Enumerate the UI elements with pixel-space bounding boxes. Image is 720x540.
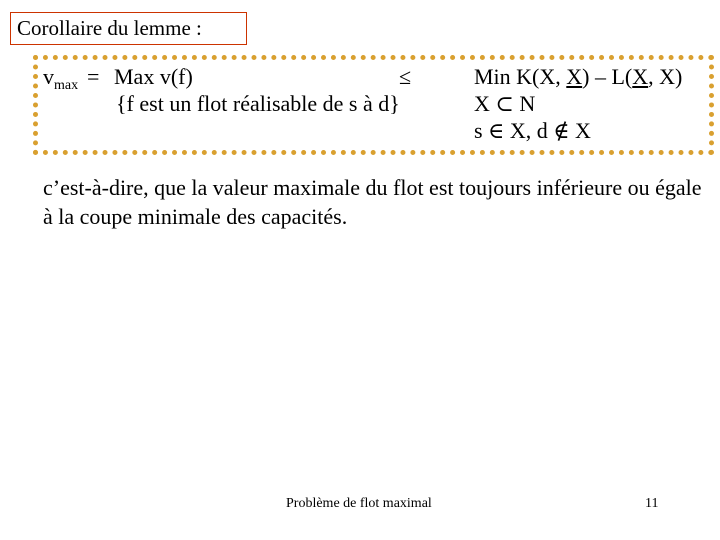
leq-symbol: ≤ xyxy=(399,64,412,89)
explanation-text: c’est-à-dire, que la valeur maximale du flot est toujours inférieure ou égale à la coupe minimale des capacités. xyxy=(43,175,702,229)
min-condition-membership: s ∈ X, d ∉ X xyxy=(474,118,591,143)
x-complement: X xyxy=(566,64,583,89)
footer-label: Problème de flot maximal xyxy=(286,496,432,511)
vmax-var: v xyxy=(43,64,54,89)
min-expression: Min K(X, X) – L(X, X) xyxy=(474,64,683,89)
slide-title: Corollaire du lemme : xyxy=(10,12,247,45)
equals-sign: = xyxy=(87,64,100,89)
formula-lhs xyxy=(43,64,78,99)
min-condition-subset: X ⊂ N xyxy=(474,91,536,116)
page-number: 11 xyxy=(645,496,659,511)
max-expression: Max v(f) xyxy=(114,64,193,89)
vmax-subscript: max xyxy=(54,78,79,93)
max-constraint: {f est un flot réalisable de s à d} xyxy=(116,91,400,116)
x-complement: X xyxy=(632,64,649,89)
